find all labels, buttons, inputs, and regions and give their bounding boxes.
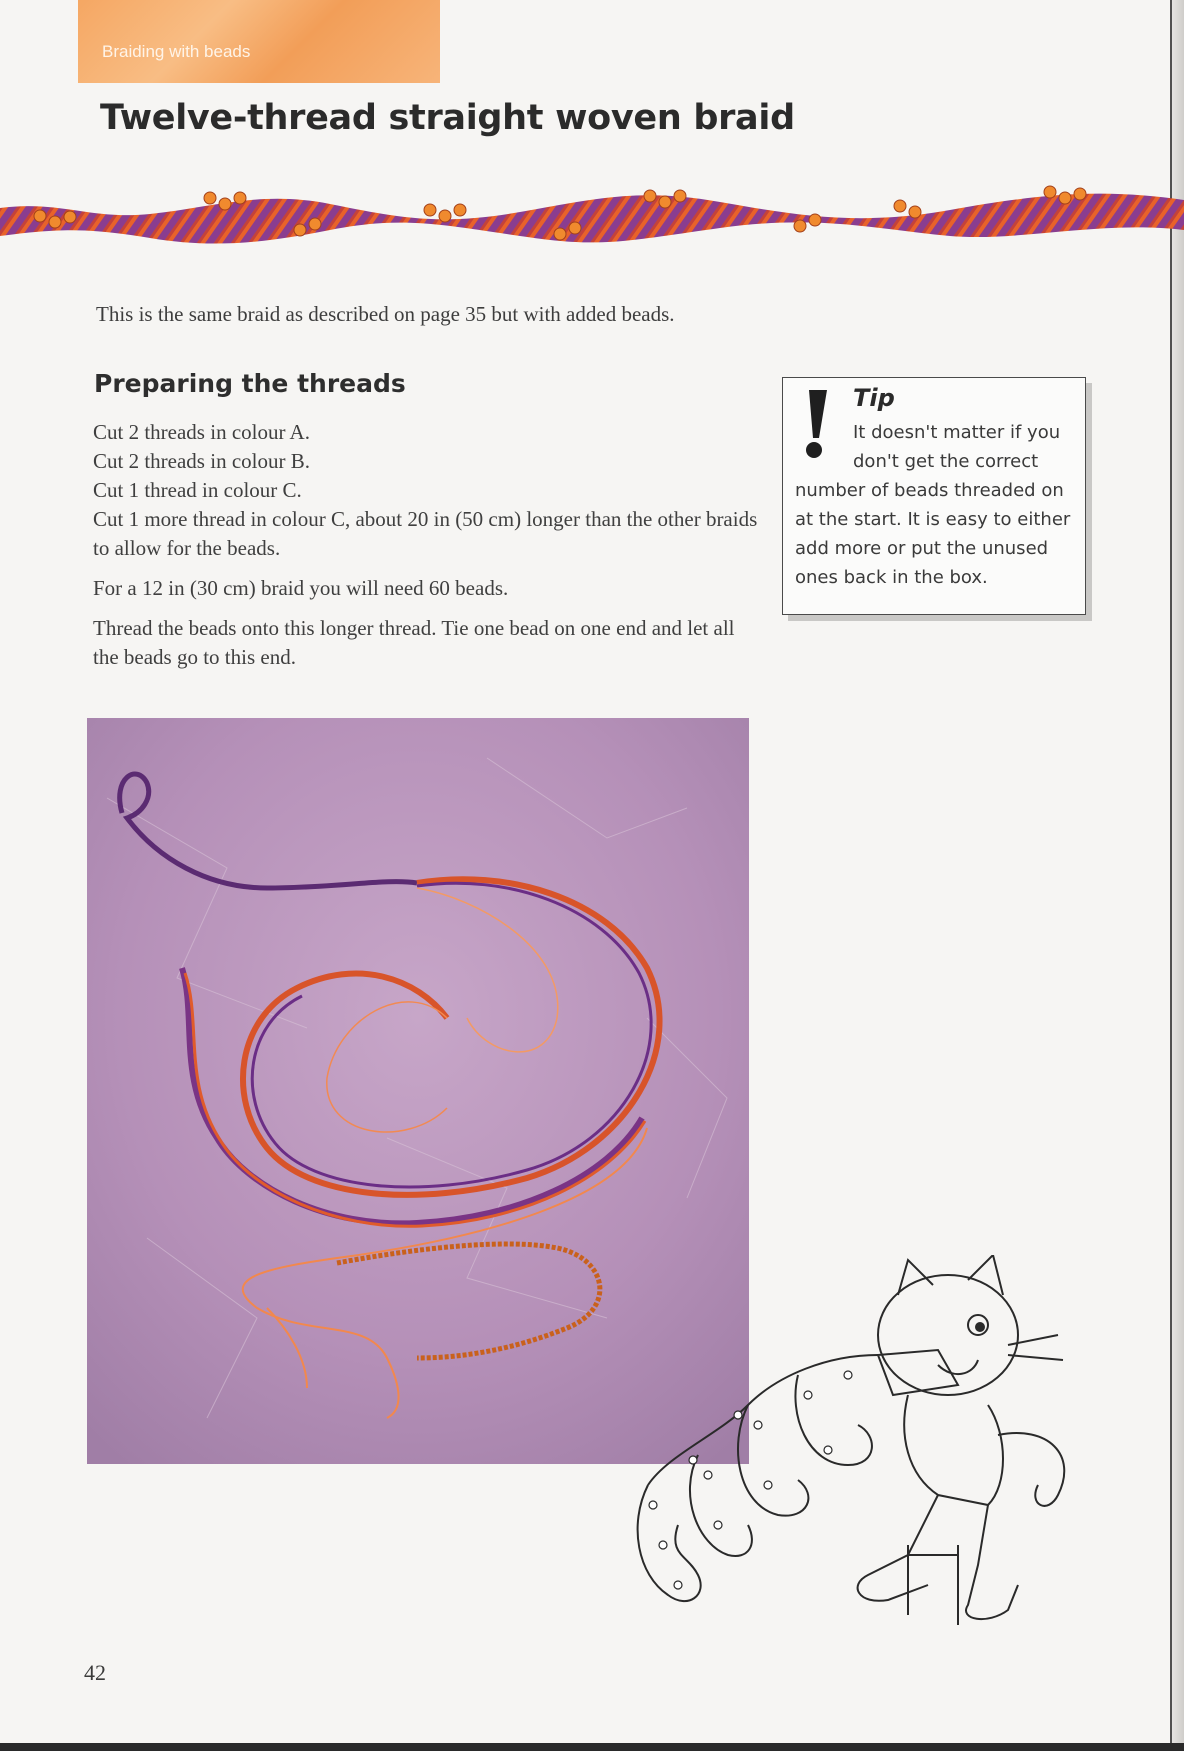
tip-text <box>795 418 1075 592</box>
tip-line: number of beads threaded on at the start. It is easy to either add more or put the unused ones back in the box. <box>795 480 1071 588</box>
preparing-steps <box>93 418 763 672</box>
preparing-heading: Preparing the threads <box>94 369 406 398</box>
section-tab <box>78 0 440 83</box>
step-text: For a 12 in (30 cm) braid you will need 60 beads. <box>93 576 509 600</box>
page-edge <box>1170 0 1184 1751</box>
tip-box <box>782 377 1086 615</box>
intro-text: This is the same braid as described on page 35 but with added beads. <box>96 302 675 326</box>
tip-line: don't get the correct <box>853 451 1039 472</box>
step-text: Cut 1 thread in colour C. <box>93 478 302 502</box>
page-number: 42 <box>84 1660 106 1685</box>
tip-title: Tip <box>853 384 895 412</box>
cat-braiding-illustration <box>608 1255 1128 1635</box>
step-text: Cut 2 threads in colour B. <box>93 449 310 473</box>
section-label: Braiding with beads <box>102 42 251 61</box>
scan-bottom-edge <box>0 1743 1184 1751</box>
step-text: Thread the beads onto this longer thread. Tie one bead on one end and let all the beads go to this end. <box>93 616 735 669</box>
step-text: Cut 2 threads in colour A. <box>93 420 310 444</box>
step-text: Cut 1 more thread in colour C, about 20 in (50 cm) longer than the other braids to allow for the beads. <box>93 507 758 560</box>
page-title: Twelve-thread straight woven braid <box>100 98 795 138</box>
beaded-braid-banner <box>0 170 1184 260</box>
tip-line: It doesn't matter if you <box>853 422 1061 443</box>
